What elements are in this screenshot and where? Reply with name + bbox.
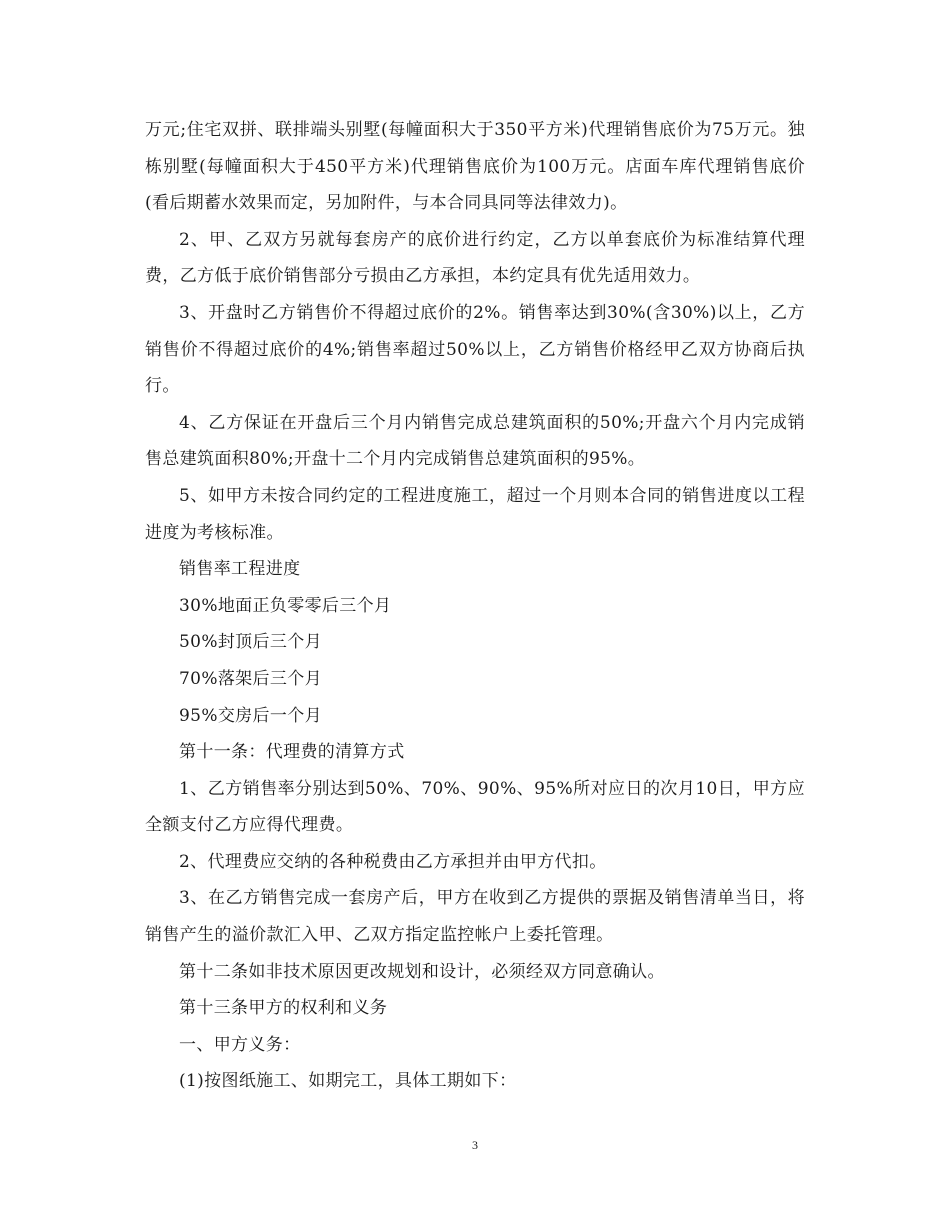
paragraph-clause-5: 5、如甲方未按合同约定的工程进度施工，超过一个月则本合同的销售进度以工程进度为考核标准。 xyxy=(145,485,805,543)
schedule-row-70: 70%落架后三个月 xyxy=(179,668,322,689)
schedule-row-30: 30%地面正负零零后三个月 xyxy=(179,595,392,616)
article-11-clause-2: 2、代理费应交纳的各种税费由乙方承担并由甲方代扣。 xyxy=(179,851,607,872)
document-body xyxy=(145,112,805,1100)
article-11-heading: 第十一条：代理费的清算方式 xyxy=(179,742,405,763)
party-a-obligation-1: (1)按图纸施工、如期完工，具体工期如下： xyxy=(179,1071,517,1092)
paragraph-continuation: 万元;住宅双拼、联排端头别墅(每幢面积大于350平方米)代理销售底价为75万元。独栋别墅(每幢面积大于450平方米)代理销售底价为100万元。店面车库代理销售底价(看后期蓄水效果而定，另加附件，与本合同具同等法律效力)。 xyxy=(145,120,805,214)
article-11-clause-1: 1、乙方销售率分别达到50%、70%、90%、95%所对应日的次月10日，甲方应全额支付乙方应得代理费。 xyxy=(145,778,805,836)
schedule-row-50: 50%封顶后三个月 xyxy=(179,632,322,653)
article-13-heading: 第十三条甲方的权利和义务 xyxy=(179,998,388,1019)
article-11-clause-3: 3、在乙方销售完成一套房产后，甲方在收到乙方提供的票据及销售清单当日，将销售产生的溢价款汇入甲、乙双方指定监控帐户上委托管理。 xyxy=(145,888,805,946)
paragraph-clause-3: 3、开盘时乙方销售价不得超过底价的2%。销售率达到30%(含30%)以上，乙方销售价不得超过底价的4%;销售率超过50%以上，乙方销售价格经甲乙双方协商后执行。 xyxy=(145,302,805,397)
article-12: 第十二条如非技术原因更改规划和设计，必须经双方同意确认。 xyxy=(179,961,665,982)
party-a-obligations-heading: 一、甲方义务： xyxy=(179,1034,301,1055)
page-number: 3 xyxy=(472,1138,478,1152)
paragraph-clause-2: 2、甲、乙双方另就每套房产的底价进行约定，乙方以单套底价为标准结算代理费，乙方低于底价销售部分亏损由乙方承担，本约定具有优先适用效力。 xyxy=(145,229,805,287)
paragraph-clause-4: 4、乙方保证在开盘后三个月内销售完成总建筑面积的50%;开盘六个月内完成销售总建筑面积80%;开盘十二个月内完成销售总建筑面积的95%。 xyxy=(145,412,805,470)
schedule-row-95: 95%交房后一个月 xyxy=(179,705,322,726)
schedule-header: 销售率工程进度 xyxy=(179,559,301,580)
